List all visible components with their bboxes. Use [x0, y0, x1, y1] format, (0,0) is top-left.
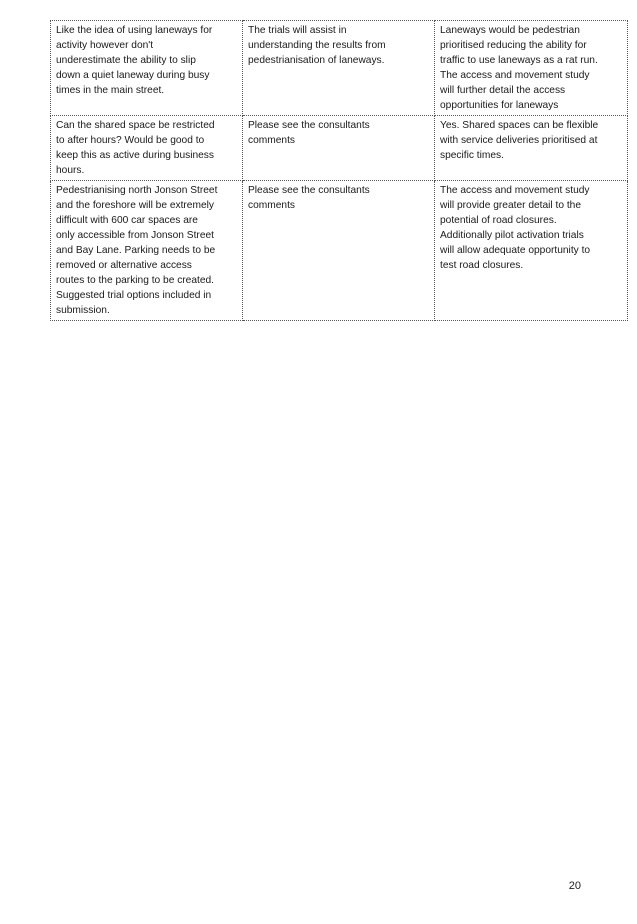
council-response-cell: Laneways would be pedestrian prioritised reducing the ability for traffic to use laneways as a rat run. The access and movement study will further detail the access opportunities for laneways [435, 21, 628, 116]
table-row [51, 181, 628, 321]
table-row [51, 116, 628, 181]
council-response-cell: The access and movement study will provide greater detail to the potential of road closures. Additionally pilot activation trials will allow adequate opportunity to test road closures. [435, 181, 628, 321]
comment-cell: Pedestrianising north Jonson Street and the foreshore will be extremely difficult with 600 car spaces are only accessible from Jonson Street and Bay Lane. Parking needs to be removed or alternative access routes to the parking to be created. Suggested trial options included in submission. [51, 181, 243, 321]
consultant-response-cell: Please see the consultants comments [243, 181, 435, 321]
table-row [51, 21, 628, 116]
consultant-response-cell: Please see the consultants comments [243, 116, 435, 181]
council-response-cell: Yes. Shared spaces can be flexible with service deliveries prioritised at specific times. [435, 116, 628, 181]
consultant-response-cell: The trials will assist in understanding the results from pedestrianisation of laneways. [243, 21, 435, 116]
feedback-table [50, 20, 628, 321]
comment-cell: Like the idea of using laneways for activity however don't underestimate the ability to slip down a quiet laneway during busy times in the main street. [51, 21, 243, 116]
page-number: 20 [568, 880, 581, 892]
comment-cell: Can the shared space be restricted to after hours? Would be good to keep this as active during business hours. [51, 116, 243, 181]
